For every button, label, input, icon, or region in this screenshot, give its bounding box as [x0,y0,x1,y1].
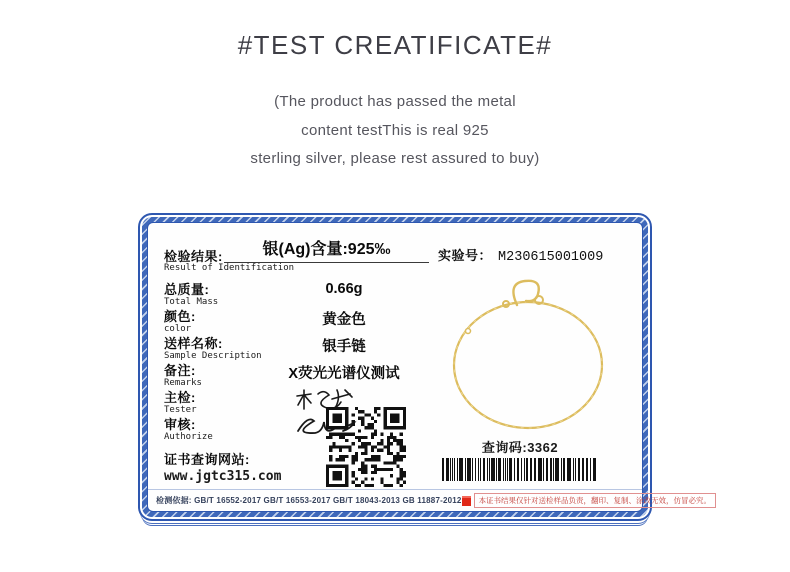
subtitle-line: (The product has passed the metal [274,93,516,110]
field-label-en: Tester [164,405,197,415]
disclaimer-text: 本证书结果仅针对送检样品负责，翻印、复制、涂改无效，仿冒必究。 [474,493,717,508]
barcode-icon [440,458,600,481]
field-label-cn: 送样名称: [164,336,223,351]
field-label-en: Sample Description [164,351,262,361]
page-title: #TEST CREATIFICATE# [237,30,553,60]
experiment-number-value: M230615001009 [498,250,604,265]
certificate-border-band [142,217,712,517]
field-value: 银(Ag)含量:925‰ [224,234,429,263]
certificate-body [147,222,712,512]
field-label-cn: 颜色: [164,309,196,324]
field-label-en: Remarks [164,378,202,388]
field-label-en: Result of Identification [164,263,295,273]
query-code-block [436,437,604,486]
field-label-en: Authorize [164,432,213,442]
certificate-card [138,213,712,521]
subtitle [0,88,790,174]
field-label-en: color [164,324,192,334]
field-value: 黄金色 [322,312,366,328]
gold-bracelet-photo [443,275,613,433]
field-row-color [164,306,429,333]
subtitle-line: sterling silver, please rest assured to buy) [250,150,540,167]
field-row-result [164,233,429,279]
subtitle-line: content testThis is real 925 [301,121,489,139]
field-row-sample [164,333,429,360]
field-label-cn: 检验结果: [164,249,223,264]
field-label-cn: 审核: [164,417,196,432]
certificate-footer [148,489,712,511]
field-label-cn: 备注: [164,363,196,378]
field-value: X荧光光谱仪测试 [288,366,400,382]
field-value: 0.66g [325,281,363,297]
field-label-cn: 主检: [164,390,196,405]
experiment-number-label: 实验号： [438,248,493,263]
red-stamp-icon [462,496,471,506]
website-label: 证书查询网站: [164,452,250,467]
field-label-en: Total Mass [164,297,219,307]
experiment-number [438,245,603,265]
standards-text: 检测依据: GB/T 16552-2017 GB/T 16553-2017 GB/T 18043-2013 GB 11887-2012 [156,496,462,505]
qr-code-icon [326,407,406,487]
field-value: 银手链 [322,339,366,355]
disclaimer-wrap [462,493,717,508]
field-row-mass [164,279,429,306]
query-code-label: 查询码:3362 [481,440,559,455]
field-row-remarks [164,360,429,387]
website-url: www.jgtc315.com [164,469,282,484]
field-label-cn: 总质量: [164,282,210,297]
